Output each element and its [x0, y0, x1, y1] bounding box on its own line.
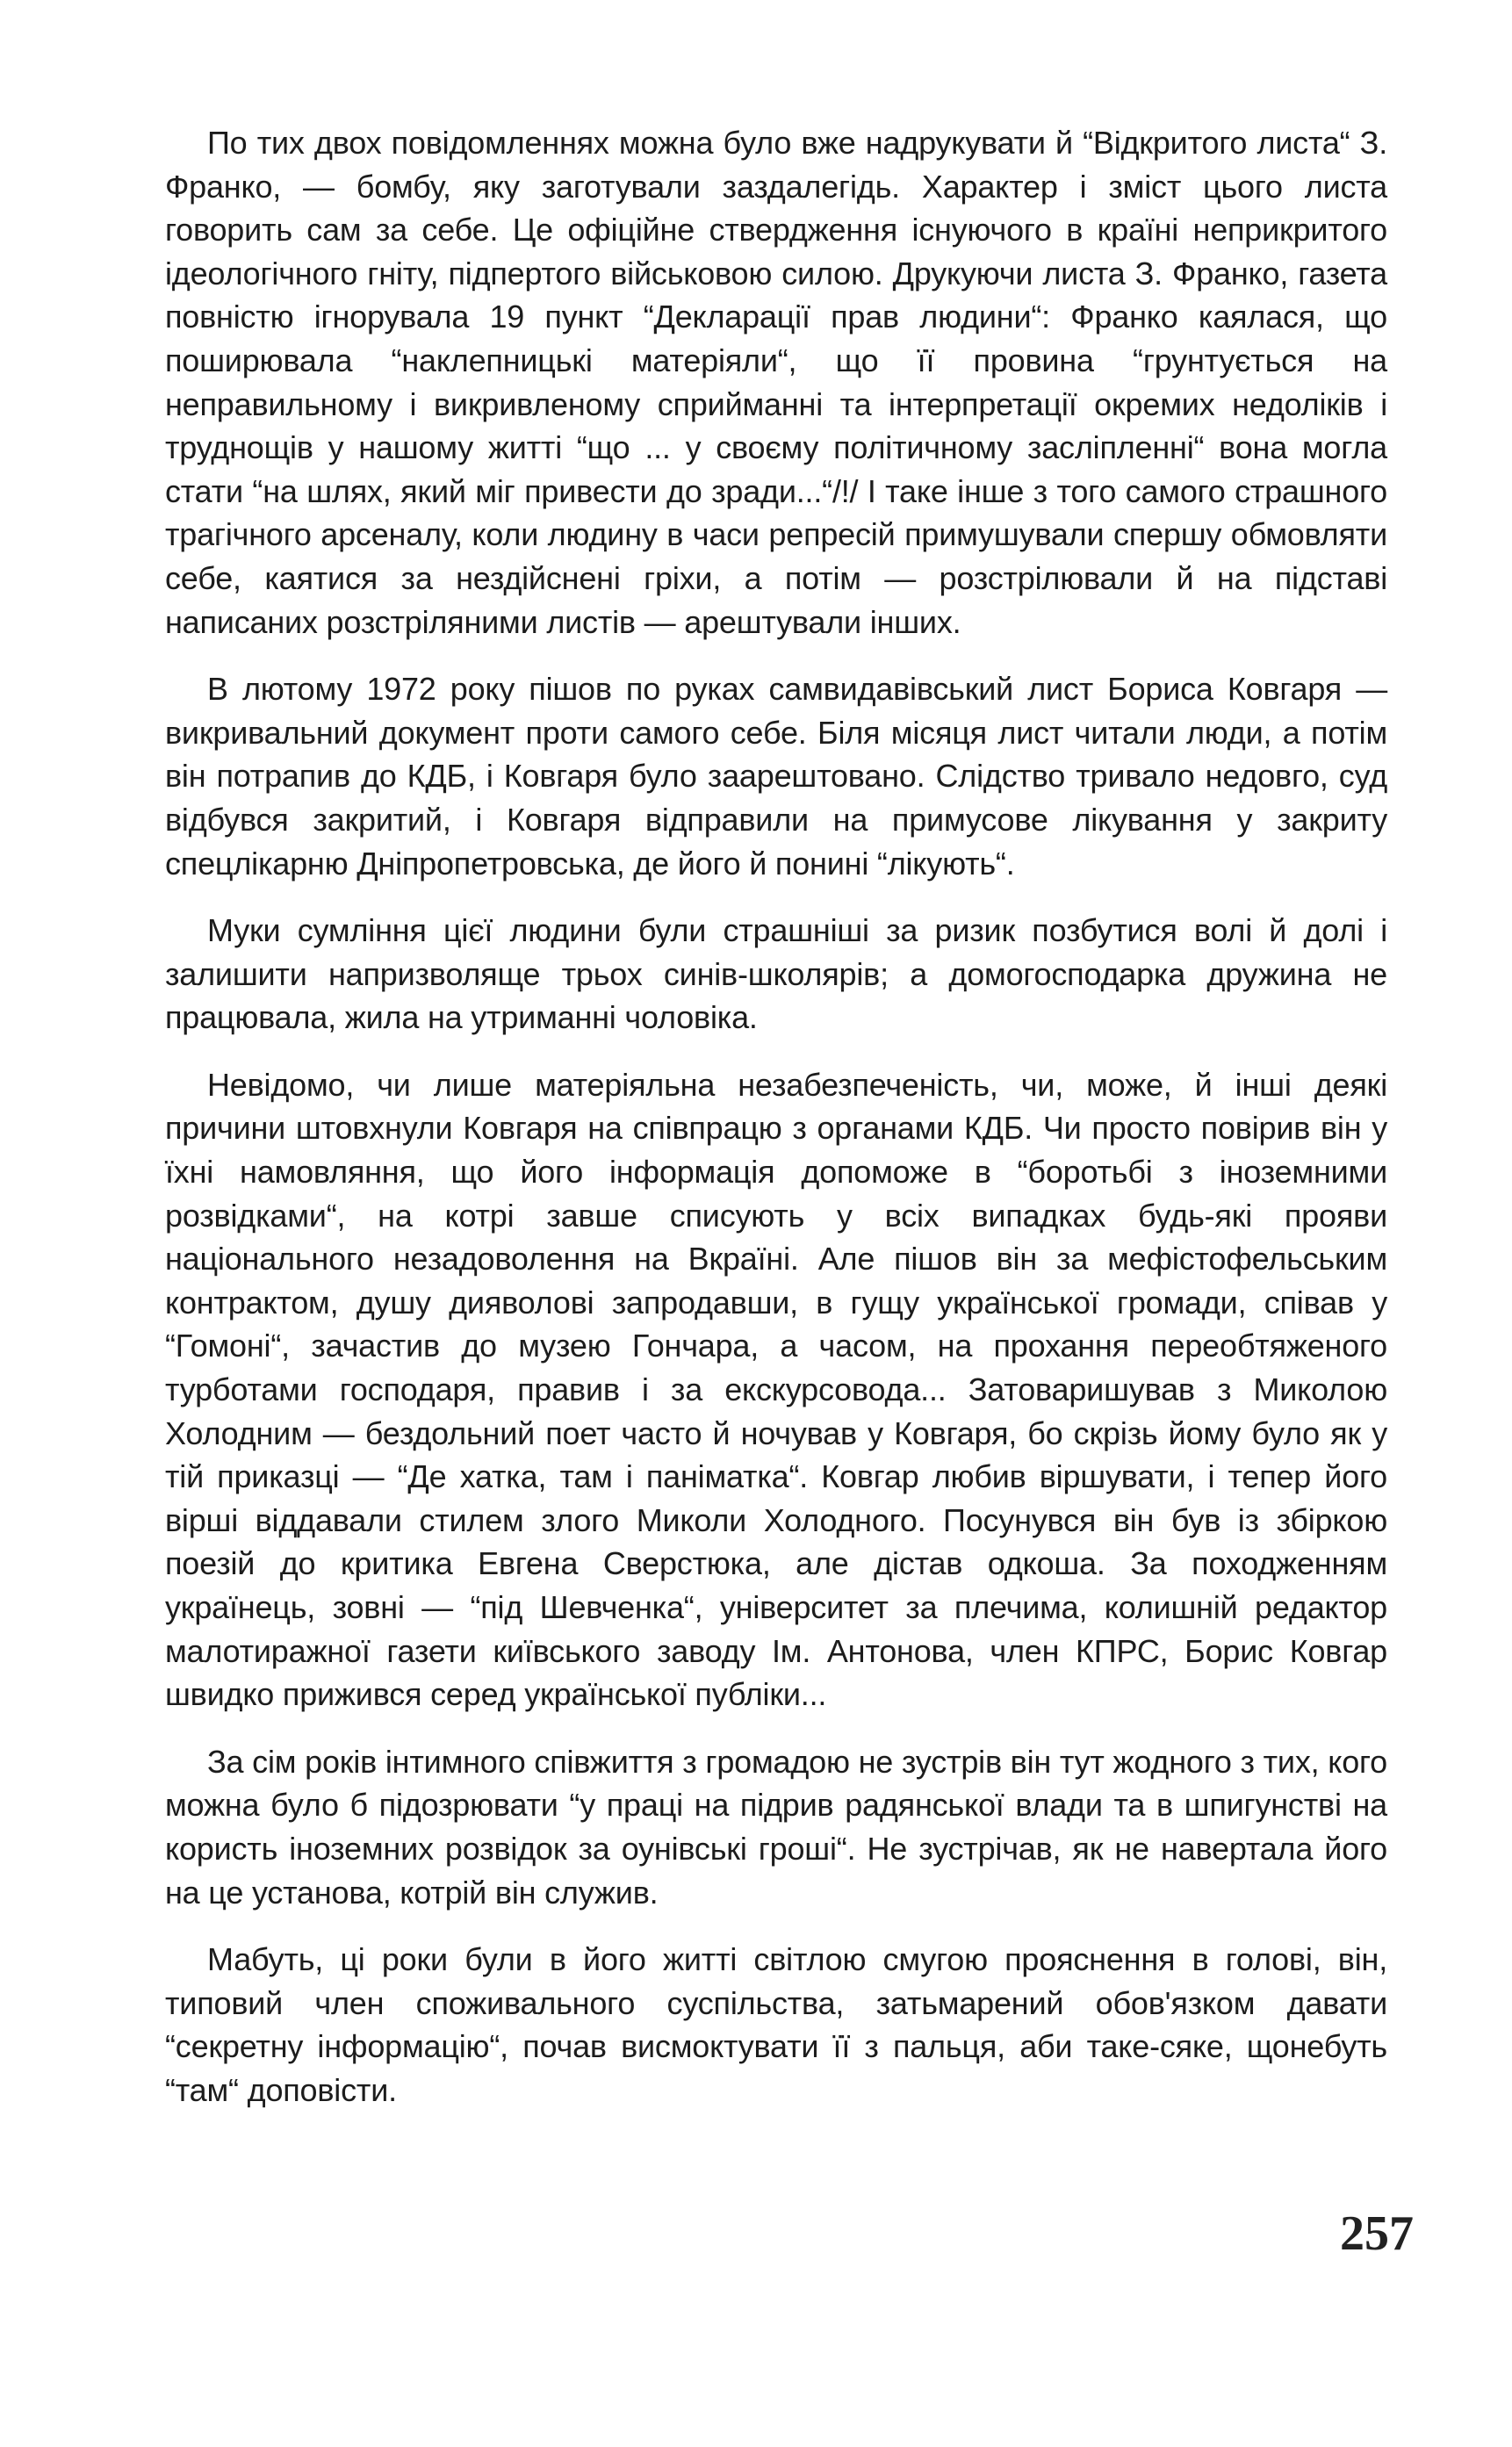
paragraph-5: За сім років інтимного співжиття з громадою не зустрів він тут жодного з тих, кого можна було б підозрювати “у праці на підрив радянської влади та в шпигунстві на користь іноземних розвідок за оунівські гроші“. Не зустрічав, як не навертала його на це установа, котрій він служив. [165, 1743, 1387, 1911]
paragraph-2: В лютому 1972 року пішов по руках самвидавівський лист Бориса Ковгаря — викривальний документ проти самого себе. Біля місяця лист читали люди, а потім він потрапив до КДБ, і Ковгаря було заарештовано. Слідство тривало недовго, суд відбувся закритий, і Ковгаря відправили на примусове лікування у закриту спецлікарню Дніпропетровська, де його й понині “лікують“. [165, 671, 1387, 882]
paragraph-4: Невідомо, чи лише матеріяльна незабезпеченість, чи, може, й інші деякі причини штовхнули Ковгаря на співпрацю з органами КДБ. Чи просто повірив він у їхні намовляння, що його інформація допоможе в “боротьбі з іноземними розвідками“, на котрі завше списують у всіх випадках будь-які прояви національного незадоволення на Вкраїні. Але пішов він за мефістофельським контрактом, душу дияволові запродавши, в гущу української громади, співав у “Гомоні“, зачастив до музею Гончара, а часом, на прохання переобтяженого турботами господаря, правив і за екскурсовода... Затоваришував з Миколою Холодним — бездольний поет часто й ночував у Ковгаря, бо скрізь йому було як у тій приказці — “Де хатка, там і паніматка“. Ковгар любив віршувати, і тепер його вірші віддавали стилем злого Миколи Холодного. Посунувся він був із збіркою поезій до критика Евгена Сверстюка, але дістав одкоша. За походженням українець, зовні — “під Шевченка“, університет за плечима, колишній редактор малотиражної газети київського заводу Ім. Антонова, член КПРС, Борис Ковгар швидко прижився серед української публіки... [165, 1066, 1387, 1713]
paragraph-1: По тих двох повідомленнях можна було вже надрукувати й “Відкритого листа“ З. Франко, — бомбу, яку заготували заздалегідь. Характер і зміст цього листа говорить сам за себе. Це офіційне ствердження існуючого в країні неприкритого ідеологічного гніту, підпертого військовою силою. Друкуючи листа З. Франко, газета повністю ігнорувала 19 пункт “Декларації прав людини“: Франко каялася, що поширювала “наклепницькі матеріяли“, що її провина “грунтується на неправильному і викривленому сприйманні та інтерпретації окремих недоліків і труднощів у нашому житті “що ... у своєму політичному засліпленні“ вона могла стати “на шлях, який міг привести до зради...“/!/ І таке інше з того самого страшного трагічного арсеналу, коли людину в часи репресій примушували спершу обмовляти себе, каятися за нездійснені гріхи, а потім — розстрілювали й на підставі написаних розстріляними листів — арештували інших. [165, 125, 1387, 640]
paragraph-6: Мабуть, ці роки були в його житті світлою смугою прояснення в голові, він, типовий член споживального суспільства, затьмарений обов'язком давати “секретну інформацію“, почав висмоктувати її з пальця, аби таке-сяке, щонебуть “там“ доповісти. [165, 1941, 1387, 2108]
paragraph-3: Муки сумління цієї людини були страшніші за ризик позбутися волі й долі і залишити напризволяще трьох синів-школярів; а домогосподарка дружина не працювала, жила на утриманні чоловіка. [165, 912, 1387, 1036]
page-body [165, 121, 1387, 2136]
page-number: 257 [1340, 2206, 1414, 2261]
